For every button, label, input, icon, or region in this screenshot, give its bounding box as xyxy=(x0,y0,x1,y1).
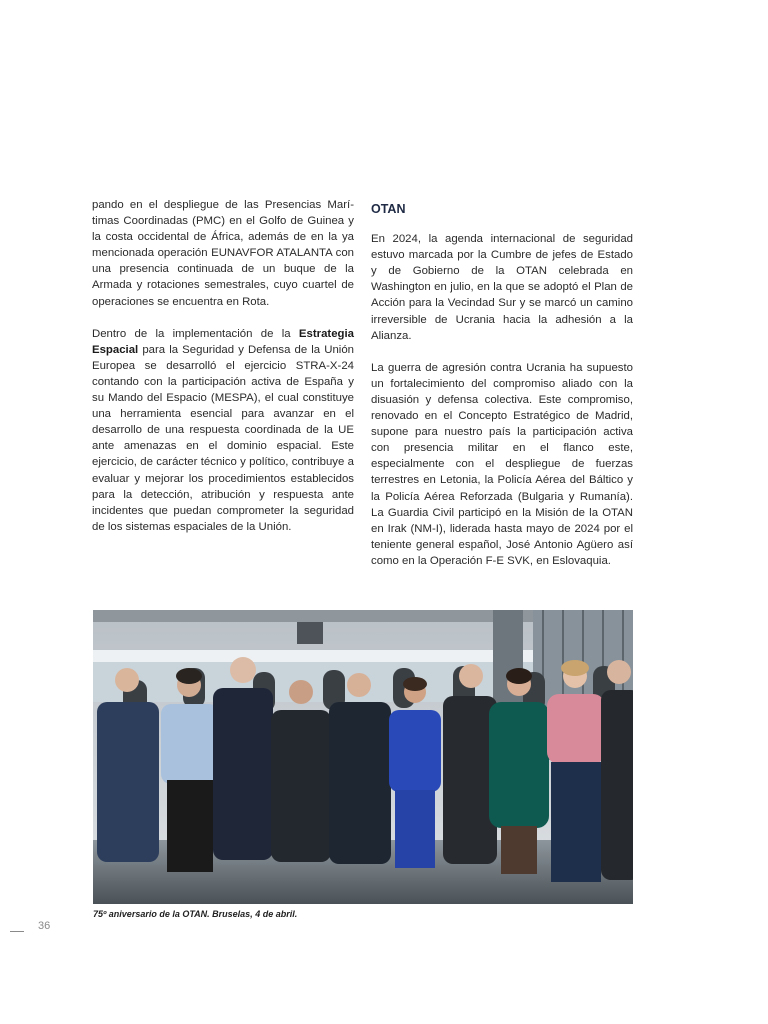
left-paragraph-2-body: para la Seguridad y Defensa de la Unión Europea se desarrolló el ejercicio STRA-X-24 contando con la participación activa de España y su Mando del Espacio (MESPA), el cual constituye una herramienta esencial para avanzar en el desarrollo de una respuesta coordinada de la UE ante amenazas en el dominio espacial. Este ejercicio, de carácter técnico y político, contribuye a evaluar y mejorar los procedimientos establecidos para la detección, atribución y respuesta ante incidentes que puedan comprometer la seguridad de los sistemas espaciales de la Unión. xyxy=(92,343,354,533)
photo-caption: 75º aniversario de la OTAN. Bruselas, 4 de abril. xyxy=(93,909,298,919)
left-paragraph-1: pando en el despliegue de las Presencias Marítimas Coordinadas (PMC) en el Golfo de Guinea y la costa occidental de África, además de en la ya mencionada operación EUNAVFOR ATALANTA con una presencia continuada de un buque de la Armada y rotaciones semestrales, cuyo cuartel de operaciones se encuentra en Rota. xyxy=(92,199,354,308)
page-number-rule xyxy=(10,931,24,932)
left-paragraph-2 xyxy=(92,326,354,535)
space-strategy-term: Estrategia Espacial xyxy=(92,327,354,356)
right-paragraph-2: La guerra de agresión contra Ucrania ha supuesto un fortalecimiento del compromiso aliado con la disuasión y defensa colectiva. Este compromiso, renovado en el Concepto Estratégico de Madrid, supone para nuestro país la participación activa con presencia militar en el flanco este, especialmente con el despliegue de fuerzas terrestres en Letonia, la Policía Aérea del Báltico y la Policía Aérea Reforzada (Bulgaria y Rumanía). La Guardia Civil participó en la Misión de la OTAN en Irak (NM-I), liderada hasta mayo de 2024 por el teniente general español, José Antonio Agüero así como en la Operación F-E SVK, en Eslovaquia. xyxy=(371,361,633,567)
left-column xyxy=(92,197,354,551)
section-heading-otan: OTAN xyxy=(371,202,406,216)
right-column xyxy=(371,197,633,585)
group-photo xyxy=(93,610,633,904)
group-photo-illustration xyxy=(93,610,633,904)
page-number: 36 xyxy=(38,920,51,932)
left-paragraph-2-lead: Dentro de la implementación de la xyxy=(92,327,299,340)
right-paragraph-1: En 2024, la agenda internacional de seguridad estuvo marcada por la Cumbre de jefes de Estado y de Gobierno de la OTAN celebrada en Washington en julio, en la que se adoptó el Plan de Acción para la Vecindad Sur y se marcó un camino irreversible de Ucrania hacia la adhesión a la Alianza. xyxy=(371,233,633,342)
